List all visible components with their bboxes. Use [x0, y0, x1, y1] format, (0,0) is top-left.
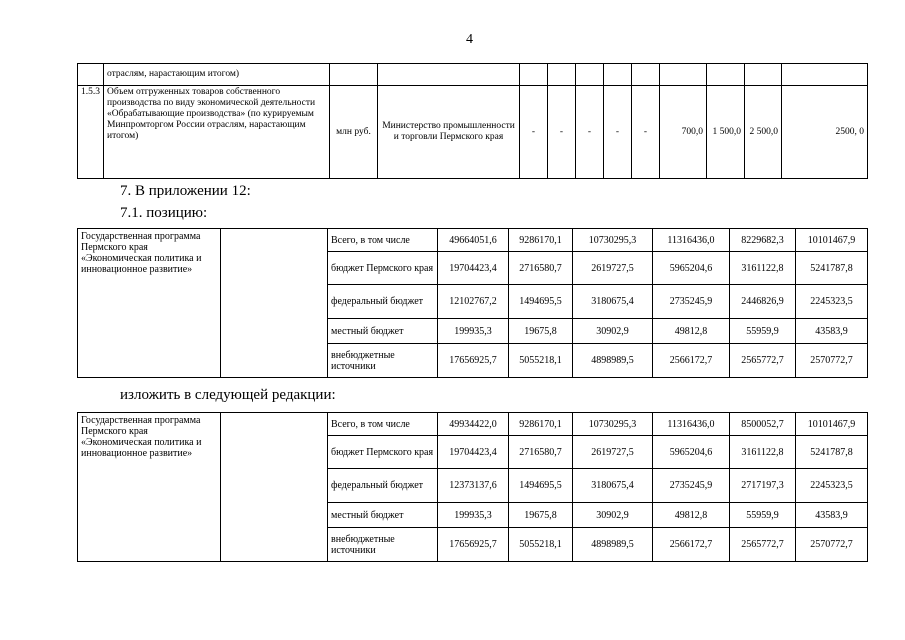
table-cell: 2716580,7 [509, 436, 573, 469]
table-cell: 4898989,5 [573, 528, 653, 562]
table-cell: 3180675,4 [573, 469, 653, 503]
indicator-name-cont: отраслям, нарастающим итогом) [104, 64, 330, 86]
table-cell: 10730295,3 [573, 229, 653, 252]
source-label: федеральный бюджет [328, 469, 438, 503]
table-cell: 30902,9 [573, 503, 653, 528]
financing-table-new [77, 412, 868, 562]
table-cell: 2570772,7 [796, 344, 868, 378]
page-number: 4 [466, 32, 473, 47]
table-cell: 3161122,8 [730, 436, 796, 469]
table-cell: 12373137,6 [438, 469, 509, 503]
table-cell: 4898989,5 [573, 344, 653, 378]
table-cell: 2566172,7 [653, 528, 730, 562]
source-label: местный бюджет [328, 503, 438, 528]
indicator-value: 2500, 0 [782, 86, 868, 179]
table-cell: 10730295,3 [573, 413, 653, 436]
table-cell: 2565772,7 [730, 344, 796, 378]
table-cell: 2446826,9 [730, 285, 796, 319]
table-cell: 10101467,9 [796, 229, 868, 252]
indicator-value: 2 500,0 [745, 86, 782, 179]
table-cell: 5965204,6 [653, 252, 730, 285]
source-label: внебюджетные источники [328, 528, 438, 562]
table-cell: 19704423,4 [438, 252, 509, 285]
table-row [78, 64, 868, 86]
table-cell: 5055218,1 [509, 528, 573, 562]
source-label: местный бюджет [328, 319, 438, 344]
source-label: федеральный бюджет [328, 285, 438, 319]
indicator-value: - [548, 86, 576, 179]
table-cell: 2735245,9 [653, 469, 730, 503]
table-cell: 17656925,7 [438, 528, 509, 562]
table-cell: 1494695,5 [509, 285, 573, 319]
indicator-name: Объем отгруженных товаров собственного производства по виду экономической деятельности «Обрабатывающие производства» (по курируемым Минпромторгом России отраслям, нарастающим итогом) [104, 86, 330, 179]
table-cell: 3180675,4 [573, 285, 653, 319]
table-cell: 2735245,9 [653, 285, 730, 319]
indicator-value: 1 500,0 [707, 86, 745, 179]
table-row [78, 229, 868, 252]
source-label: бюджет Пермского края [328, 436, 438, 469]
table-cell: 2566172,7 [653, 344, 730, 378]
indicator-value: - [604, 86, 632, 179]
table-cell: 49664051,6 [438, 229, 509, 252]
table-cell: 30902,9 [573, 319, 653, 344]
table-cell: 19675,8 [509, 503, 573, 528]
indicator-value: 700,0 [660, 86, 707, 179]
indicator-number: 1.5.3 [78, 86, 104, 179]
indicator-unit: млн руб. [330, 86, 378, 179]
table-cell: 2570772,7 [796, 528, 868, 562]
table-cell: 43583,9 [796, 503, 868, 528]
table-cell: 8229682,3 [730, 229, 796, 252]
table-cell: 8500052,7 [730, 413, 796, 436]
table-cell: 12102767,2 [438, 285, 509, 319]
source-label: Всего, в том числе [328, 229, 438, 252]
table-cell: 49934422,0 [438, 413, 509, 436]
table-cell: 55959,9 [730, 503, 796, 528]
table-cell: 5241787,8 [796, 252, 868, 285]
restate-heading: изложить в следующей редакции: [120, 387, 336, 403]
source-label: внебюджетные источники [328, 344, 438, 378]
source-label: бюджет Пермского края [328, 252, 438, 285]
table-cell: 17656925,7 [438, 344, 509, 378]
table-cell: 11316436,0 [653, 229, 730, 252]
table-row [78, 413, 868, 436]
table-cell: 2245323,5 [796, 285, 868, 319]
indicator-table [77, 63, 868, 179]
table-cell: 11316436,0 [653, 413, 730, 436]
source-label: Всего, в том числе [328, 413, 438, 436]
section-heading: 7. В приложении 12: [120, 183, 251, 199]
table-row [78, 86, 868, 179]
table-cell: 2619727,5 [573, 252, 653, 285]
table-cell: 9286170,1 [509, 229, 573, 252]
table-cell: 49812,8 [653, 503, 730, 528]
table-cell: 5055218,1 [509, 344, 573, 378]
table-cell: 2619727,5 [573, 436, 653, 469]
table-cell: 2716580,7 [509, 252, 573, 285]
table-cell: 1494695,5 [509, 469, 573, 503]
table-cell: 49812,8 [653, 319, 730, 344]
table-cell: 43583,9 [796, 319, 868, 344]
table-cell: 10101467,9 [796, 413, 868, 436]
table-cell: 2717197,3 [730, 469, 796, 503]
indicator-executor: Министерство промышленности и торговли Пермского края [378, 86, 520, 179]
subsection-heading: 7.1. позицию: [120, 205, 208, 221]
indicator-value: - [576, 86, 604, 179]
table-cell: 2565772,7 [730, 528, 796, 562]
indicator-value: - [632, 86, 660, 179]
table-cell: 55959,9 [730, 319, 796, 344]
table-cell: 3161122,8 [730, 252, 796, 285]
program-name: Государственная программа Пермского края «Экономическая политика и инновационное развитие» [78, 229, 221, 378]
table-cell: 199935,3 [438, 319, 509, 344]
table-cell: 9286170,1 [509, 413, 573, 436]
table-cell: 2245323,5 [796, 469, 868, 503]
financing-table-old [77, 228, 868, 378]
table-cell: 5241787,8 [796, 436, 868, 469]
table-cell: 19704423,4 [438, 436, 509, 469]
indicator-value: - [520, 86, 548, 179]
program-name: Государственная программа Пермского края «Экономическая политика и инновационное развитие» [78, 413, 221, 562]
table-cell: 19675,8 [509, 319, 573, 344]
table-cell: 5965204,6 [653, 436, 730, 469]
table-cell: 199935,3 [438, 503, 509, 528]
